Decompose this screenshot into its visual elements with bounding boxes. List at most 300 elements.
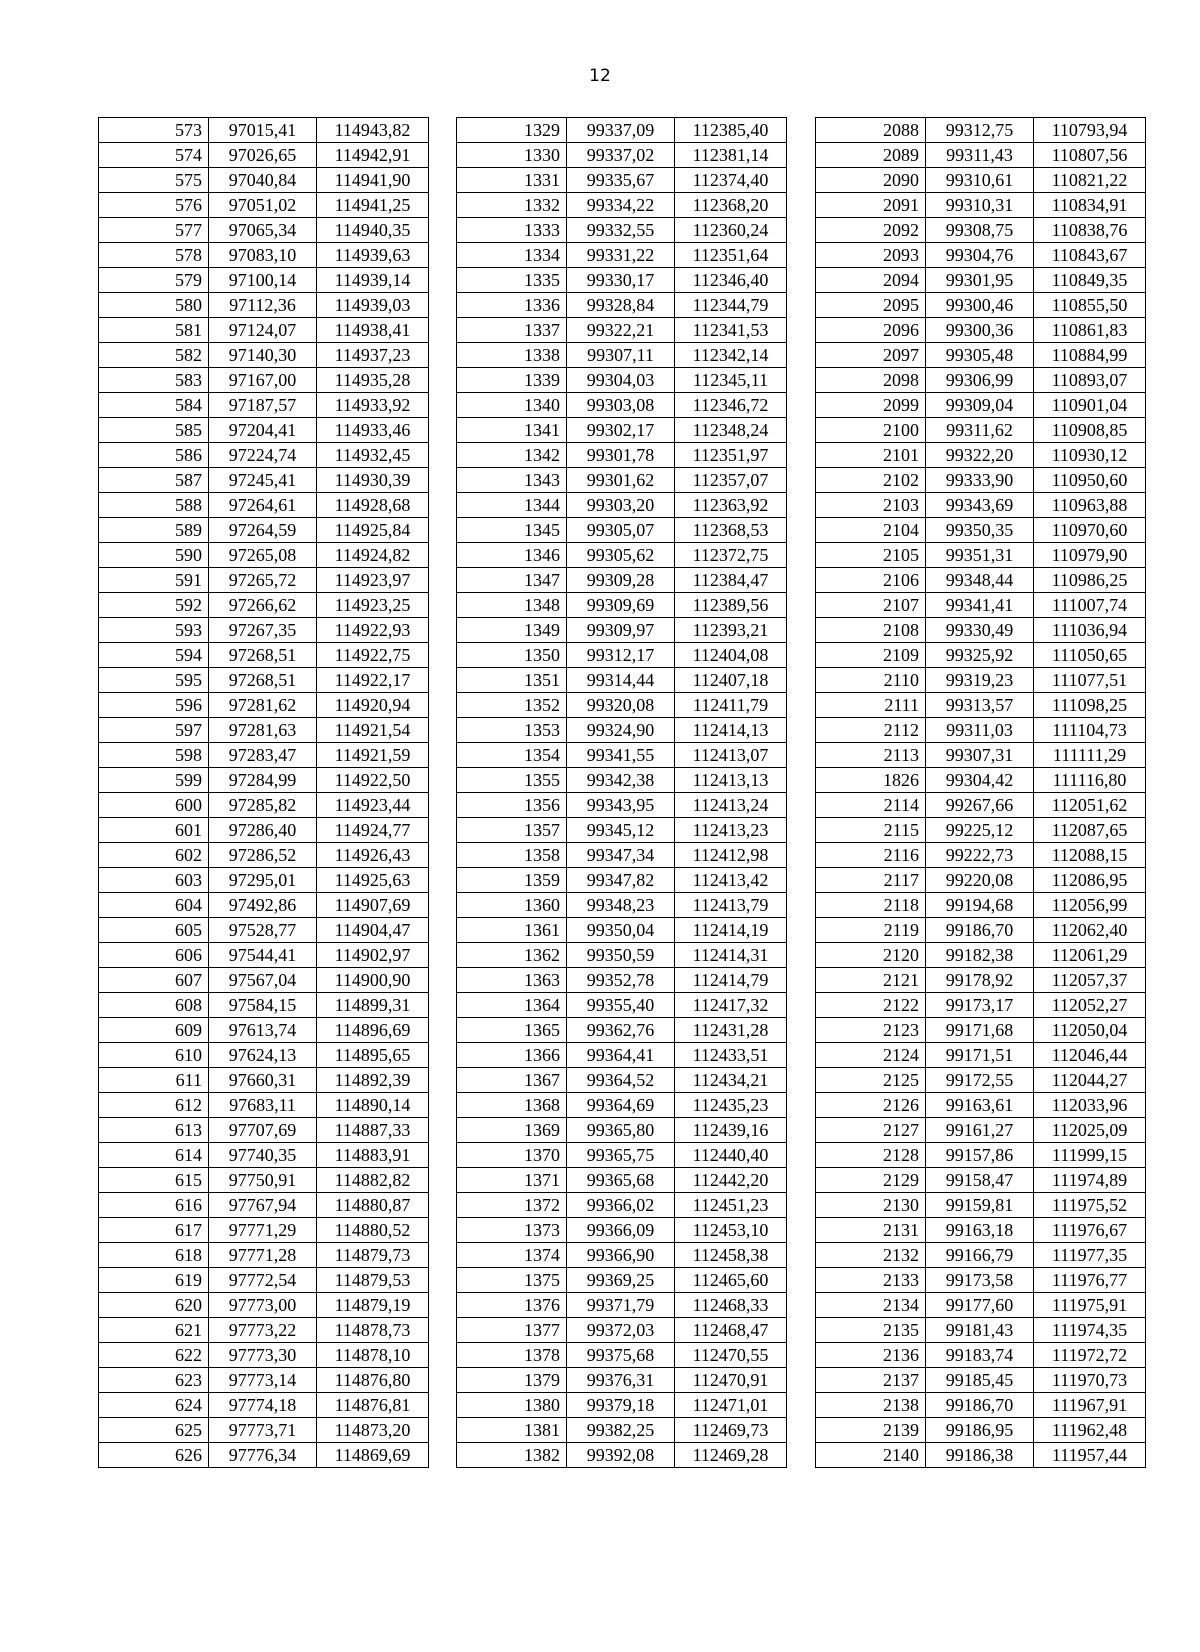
x-coordinate-cell: 99301,78 — [567, 443, 675, 468]
y-coordinate-cell: 114933,46 — [317, 418, 429, 443]
table-row — [816, 568, 1146, 593]
x-coordinate-cell: 99371,79 — [567, 1293, 675, 1318]
point-number-cell: 2133 — [816, 1268, 926, 1293]
x-coordinate-cell: 99163,61 — [926, 1093, 1034, 1118]
x-coordinate-cell: 97264,61 — [209, 493, 317, 518]
point-number-cell: 1363 — [457, 968, 567, 993]
x-coordinate-cell: 97083,10 — [209, 243, 317, 268]
point-number-cell: 1379 — [457, 1368, 567, 1393]
y-coordinate-cell: 110908,85 — [1034, 418, 1146, 443]
x-coordinate-cell: 99185,45 — [926, 1368, 1034, 1393]
y-coordinate-cell: 112357,07 — [675, 468, 787, 493]
y-coordinate-cell: 110855,50 — [1034, 293, 1146, 318]
table-row — [99, 1218, 429, 1243]
x-coordinate-cell: 99157,86 — [926, 1143, 1034, 1168]
x-coordinate-cell: 99311,62 — [926, 418, 1034, 443]
table-row — [99, 968, 429, 993]
point-number-cell: 1366 — [457, 1043, 567, 1068]
point-number-cell: 576 — [99, 193, 209, 218]
table-row — [457, 843, 787, 868]
x-coordinate-cell: 99303,08 — [567, 393, 675, 418]
x-coordinate-cell: 99320,08 — [567, 693, 675, 718]
point-number-cell: 1331 — [457, 168, 567, 193]
x-coordinate-cell: 97544,41 — [209, 943, 317, 968]
point-number-cell: 1382 — [457, 1443, 567, 1468]
point-number-cell: 590 — [99, 543, 209, 568]
x-coordinate-cell: 99348,23 — [567, 893, 675, 918]
table-row — [99, 793, 429, 818]
point-number-cell: 2110 — [816, 668, 926, 693]
x-coordinate-cell: 99379,18 — [567, 1393, 675, 1418]
point-number-cell: 587 — [99, 468, 209, 493]
point-number-cell: 594 — [99, 643, 209, 668]
point-number-cell: 2124 — [816, 1043, 926, 1068]
table-row — [99, 1043, 429, 1068]
y-coordinate-cell: 114930,39 — [317, 468, 429, 493]
point-number-cell: 606 — [99, 943, 209, 968]
y-coordinate-cell: 111976,77 — [1034, 1268, 1146, 1293]
y-coordinate-cell: 112431,28 — [675, 1018, 787, 1043]
x-coordinate-cell: 99194,68 — [926, 893, 1034, 918]
x-coordinate-cell: 99335,67 — [567, 168, 675, 193]
x-coordinate-cell: 97281,62 — [209, 693, 317, 718]
y-coordinate-cell: 112348,24 — [675, 418, 787, 443]
x-coordinate-cell: 99177,60 — [926, 1293, 1034, 1318]
x-coordinate-cell: 97264,59 — [209, 518, 317, 543]
y-coordinate-cell: 114904,47 — [317, 918, 429, 943]
point-number-cell: 1350 — [457, 643, 567, 668]
table-row — [816, 1118, 1146, 1143]
x-coordinate-cell: 99331,22 — [567, 243, 675, 268]
table-row — [99, 893, 429, 918]
y-coordinate-cell: 112046,44 — [1034, 1043, 1146, 1068]
x-coordinate-cell: 99376,31 — [567, 1368, 675, 1393]
y-coordinate-cell: 114923,97 — [317, 568, 429, 593]
table-row — [99, 1018, 429, 1043]
x-coordinate-cell: 99325,92 — [926, 643, 1034, 668]
table-row — [816, 968, 1146, 993]
y-coordinate-cell: 110901,04 — [1034, 393, 1146, 418]
x-coordinate-cell: 99337,02 — [567, 143, 675, 168]
x-coordinate-cell: 97015,41 — [209, 118, 317, 143]
y-coordinate-cell: 112453,10 — [675, 1218, 787, 1243]
point-number-cell: 2127 — [816, 1118, 926, 1143]
point-number-cell: 2096 — [816, 318, 926, 343]
x-coordinate-cell: 99364,52 — [567, 1068, 675, 1093]
x-coordinate-cell: 99364,69 — [567, 1093, 675, 1118]
point-number-cell: 1381 — [457, 1418, 567, 1443]
point-number-cell: 2120 — [816, 943, 926, 968]
table-row — [457, 1418, 787, 1443]
table-row — [457, 643, 787, 668]
y-coordinate-cell: 111976,67 — [1034, 1218, 1146, 1243]
point-number-cell: 2131 — [816, 1218, 926, 1243]
table-row — [457, 243, 787, 268]
point-number-cell: 589 — [99, 518, 209, 543]
y-coordinate-cell: 114900,90 — [317, 968, 429, 993]
x-coordinate-cell: 99341,55 — [567, 743, 675, 768]
y-coordinate-cell: 114922,93 — [317, 618, 429, 643]
y-coordinate-cell: 114923,25 — [317, 593, 429, 618]
point-number-cell: 578 — [99, 243, 209, 268]
point-number-cell: 1358 — [457, 843, 567, 868]
point-number-cell: 1369 — [457, 1118, 567, 1143]
table-row — [99, 368, 429, 393]
x-coordinate-cell: 97026,65 — [209, 143, 317, 168]
y-coordinate-cell: 111007,74 — [1034, 593, 1146, 618]
x-coordinate-cell: 97773,30 — [209, 1343, 317, 1368]
table-row — [99, 768, 429, 793]
table-row — [457, 968, 787, 993]
y-coordinate-cell: 114895,65 — [317, 1043, 429, 1068]
y-coordinate-cell: 112468,33 — [675, 1293, 787, 1318]
x-coordinate-cell: 97285,82 — [209, 793, 317, 818]
x-coordinate-cell: 99302,17 — [567, 418, 675, 443]
x-coordinate-cell: 99225,12 — [926, 818, 1034, 843]
y-coordinate-cell: 114920,94 — [317, 693, 429, 718]
point-number-cell: 609 — [99, 1018, 209, 1043]
y-coordinate-cell: 110963,88 — [1034, 493, 1146, 518]
x-coordinate-cell: 99303,20 — [567, 493, 675, 518]
table-row — [99, 1168, 429, 1193]
table-row — [99, 1268, 429, 1293]
point-number-cell: 1338 — [457, 343, 567, 368]
table-row — [99, 1343, 429, 1368]
point-number-cell: 2092 — [816, 218, 926, 243]
y-coordinate-cell: 112413,42 — [675, 868, 787, 893]
x-coordinate-cell: 97776,34 — [209, 1443, 317, 1468]
y-coordinate-cell: 112372,75 — [675, 543, 787, 568]
point-number-cell: 603 — [99, 868, 209, 893]
table-row — [816, 843, 1146, 868]
x-coordinate-cell: 97286,52 — [209, 843, 317, 868]
table-row — [99, 393, 429, 418]
table-row — [816, 693, 1146, 718]
y-coordinate-cell: 114941,90 — [317, 168, 429, 193]
table-row — [457, 318, 787, 343]
table-row — [457, 493, 787, 518]
point-number-cell: 1348 — [457, 593, 567, 618]
y-coordinate-cell: 110930,12 — [1034, 443, 1146, 468]
y-coordinate-cell: 111957,44 — [1034, 1443, 1146, 1468]
x-coordinate-cell: 99345,12 — [567, 818, 675, 843]
point-number-cell: 2099 — [816, 393, 926, 418]
table-row — [457, 1268, 787, 1293]
y-coordinate-cell: 112434,21 — [675, 1068, 787, 1093]
point-number-cell: 601 — [99, 818, 209, 843]
table-row — [99, 718, 429, 743]
point-number-cell: 597 — [99, 718, 209, 743]
y-coordinate-cell: 112417,32 — [675, 993, 787, 1018]
y-coordinate-cell: 110838,76 — [1034, 218, 1146, 243]
point-number-cell: 1330 — [457, 143, 567, 168]
y-coordinate-cell: 112451,23 — [675, 1193, 787, 1218]
page-number: 12 — [589, 66, 611, 86]
table-row — [99, 343, 429, 368]
table-row — [816, 1093, 1146, 1118]
x-coordinate-cell: 99186,38 — [926, 1443, 1034, 1468]
x-coordinate-cell: 99348,44 — [926, 568, 1034, 593]
y-coordinate-cell: 112469,28 — [675, 1443, 787, 1468]
table-row — [816, 668, 1146, 693]
y-coordinate-cell: 112404,08 — [675, 643, 787, 668]
point-number-cell: 611 — [99, 1068, 209, 1093]
y-coordinate-cell: 114896,69 — [317, 1018, 429, 1043]
point-number-cell: 2104 — [816, 518, 926, 543]
table-row — [457, 1118, 787, 1143]
table-row — [816, 1268, 1146, 1293]
y-coordinate-cell: 114869,69 — [317, 1443, 429, 1468]
x-coordinate-cell: 99183,74 — [926, 1343, 1034, 1368]
y-coordinate-cell: 112086,95 — [1034, 868, 1146, 893]
y-coordinate-cell: 112411,79 — [675, 693, 787, 718]
point-number-cell: 1359 — [457, 868, 567, 893]
table-row — [99, 1293, 429, 1318]
x-coordinate-cell: 99186,95 — [926, 1418, 1034, 1443]
table-row — [99, 693, 429, 718]
point-number-cell: 2106 — [816, 568, 926, 593]
y-coordinate-cell: 112062,40 — [1034, 918, 1146, 943]
table-row — [457, 1143, 787, 1168]
table-row — [457, 1243, 787, 1268]
point-number-cell: 1352 — [457, 693, 567, 718]
table-row — [457, 718, 787, 743]
y-coordinate-cell: 112351,64 — [675, 243, 787, 268]
table-row — [816, 393, 1146, 418]
y-coordinate-cell: 112413,13 — [675, 768, 787, 793]
table-row — [99, 143, 429, 168]
y-coordinate-cell: 112384,47 — [675, 568, 787, 593]
point-number-cell: 2114 — [816, 793, 926, 818]
point-number-cell: 2097 — [816, 343, 926, 368]
point-number-cell: 1360 — [457, 893, 567, 918]
y-coordinate-cell: 112344,79 — [675, 293, 787, 318]
table-row — [99, 868, 429, 893]
x-coordinate-cell: 99319,23 — [926, 668, 1034, 693]
table-row — [457, 768, 787, 793]
point-number-cell: 596 — [99, 693, 209, 718]
x-coordinate-cell: 99365,75 — [567, 1143, 675, 1168]
table-row — [99, 1243, 429, 1268]
point-number-cell: 612 — [99, 1093, 209, 1118]
point-number-cell: 608 — [99, 993, 209, 1018]
y-coordinate-cell: 111111,29 — [1034, 743, 1146, 768]
table-row — [99, 318, 429, 343]
table-row — [99, 268, 429, 293]
table-row — [99, 1443, 429, 1468]
y-coordinate-cell: 112056,99 — [1034, 893, 1146, 918]
y-coordinate-cell: 111975,91 — [1034, 1293, 1146, 1318]
x-coordinate-cell: 97051,02 — [209, 193, 317, 218]
point-number-cell: 2119 — [816, 918, 926, 943]
x-coordinate-cell: 99178,92 — [926, 968, 1034, 993]
point-number-cell: 577 — [99, 218, 209, 243]
point-number-cell: 2138 — [816, 1393, 926, 1418]
table-row — [457, 868, 787, 893]
table-row — [457, 743, 787, 768]
x-coordinate-cell: 97613,74 — [209, 1018, 317, 1043]
point-number-cell: 2100 — [816, 418, 926, 443]
point-number-cell: 2093 — [816, 243, 926, 268]
y-coordinate-cell: 114880,87 — [317, 1193, 429, 1218]
table-row — [457, 693, 787, 718]
point-number-cell: 592 — [99, 593, 209, 618]
table-row — [457, 893, 787, 918]
y-coordinate-cell: 111967,91 — [1034, 1393, 1146, 1418]
x-coordinate-cell: 99220,08 — [926, 868, 1034, 893]
table-row — [457, 218, 787, 243]
y-coordinate-cell: 114923,44 — [317, 793, 429, 818]
y-coordinate-cell: 111975,52 — [1034, 1193, 1146, 1218]
y-coordinate-cell: 111104,73 — [1034, 718, 1146, 743]
y-coordinate-cell: 110884,99 — [1034, 343, 1146, 368]
table-row — [99, 243, 429, 268]
table-row — [99, 418, 429, 443]
point-number-cell: 1373 — [457, 1218, 567, 1243]
x-coordinate-cell: 99301,62 — [567, 468, 675, 493]
point-number-cell: 2123 — [816, 1018, 926, 1043]
x-coordinate-cell: 99372,03 — [567, 1318, 675, 1343]
table-row — [816, 1143, 1146, 1168]
x-coordinate-cell: 97268,51 — [209, 668, 317, 693]
y-coordinate-cell: 111116,80 — [1034, 768, 1146, 793]
x-coordinate-cell: 99158,47 — [926, 1168, 1034, 1193]
point-number-cell: 2089 — [816, 143, 926, 168]
point-number-cell: 593 — [99, 618, 209, 643]
point-number-cell: 600 — [99, 793, 209, 818]
table-row — [457, 1018, 787, 1043]
y-coordinate-cell: 111974,89 — [1034, 1168, 1146, 1193]
x-coordinate-cell: 97283,47 — [209, 743, 317, 768]
table-row — [816, 293, 1146, 318]
point-number-cell: 599 — [99, 768, 209, 793]
table-row — [99, 493, 429, 518]
y-coordinate-cell: 112439,16 — [675, 1118, 787, 1143]
x-coordinate-cell: 99173,58 — [926, 1268, 1034, 1293]
x-coordinate-cell: 99186,70 — [926, 1393, 1034, 1418]
point-number-cell: 2090 — [816, 168, 926, 193]
point-number-cell: 615 — [99, 1168, 209, 1193]
point-number-cell: 2094 — [816, 268, 926, 293]
table-row — [99, 193, 429, 218]
point-number-cell: 1342 — [457, 443, 567, 468]
point-number-cell: 1357 — [457, 818, 567, 843]
y-coordinate-cell: 114935,28 — [317, 368, 429, 393]
y-coordinate-cell: 112413,07 — [675, 743, 787, 768]
x-coordinate-cell: 99309,28 — [567, 568, 675, 593]
x-coordinate-cell: 99375,68 — [567, 1343, 675, 1368]
point-number-cell: 2108 — [816, 618, 926, 643]
point-number-cell: 584 — [99, 393, 209, 418]
point-number-cell: 620 — [99, 1293, 209, 1318]
y-coordinate-cell: 112412,98 — [675, 843, 787, 868]
x-coordinate-cell: 99324,90 — [567, 718, 675, 743]
x-coordinate-cell: 99330,17 — [567, 268, 675, 293]
x-coordinate-cell: 99304,76 — [926, 243, 1034, 268]
table-row — [457, 1168, 787, 1193]
point-number-cell: 1362 — [457, 943, 567, 968]
point-number-cell: 2103 — [816, 493, 926, 518]
x-coordinate-cell: 99322,20 — [926, 443, 1034, 468]
point-number-cell: 607 — [99, 968, 209, 993]
point-number-cell: 1356 — [457, 793, 567, 818]
y-coordinate-cell: 114925,84 — [317, 518, 429, 543]
table-row — [816, 368, 1146, 393]
x-coordinate-cell: 99186,70 — [926, 918, 1034, 943]
table-row — [99, 843, 429, 868]
table-row — [816, 818, 1146, 843]
y-coordinate-cell: 110950,60 — [1034, 468, 1146, 493]
y-coordinate-cell: 112363,92 — [675, 493, 787, 518]
y-coordinate-cell: 114939,03 — [317, 293, 429, 318]
table-row — [99, 668, 429, 693]
table-row — [457, 393, 787, 418]
y-coordinate-cell: 114879,73 — [317, 1243, 429, 1268]
point-number-cell: 1349 — [457, 618, 567, 643]
point-number-cell: 1375 — [457, 1268, 567, 1293]
table-row — [457, 668, 787, 693]
table-row — [816, 743, 1146, 768]
table-row — [99, 218, 429, 243]
y-coordinate-cell: 114939,63 — [317, 243, 429, 268]
x-coordinate-cell: 97266,62 — [209, 593, 317, 618]
x-coordinate-cell: 99309,97 — [567, 618, 675, 643]
y-coordinate-cell: 114928,68 — [317, 493, 429, 518]
point-number-cell: 2139 — [816, 1418, 926, 1443]
table-row — [816, 1068, 1146, 1093]
point-number-cell: 2091 — [816, 193, 926, 218]
point-number-cell: 2128 — [816, 1143, 926, 1168]
table-row — [816, 1243, 1146, 1268]
y-coordinate-cell: 114890,14 — [317, 1093, 429, 1118]
table-row — [99, 468, 429, 493]
point-number-cell: 2134 — [816, 1293, 926, 1318]
x-coordinate-cell: 97281,63 — [209, 718, 317, 743]
y-coordinate-cell: 114926,43 — [317, 843, 429, 868]
x-coordinate-cell: 97065,34 — [209, 218, 317, 243]
y-coordinate-cell: 114876,80 — [317, 1368, 429, 1393]
table-row — [99, 443, 429, 468]
table-row — [457, 143, 787, 168]
table-row — [457, 618, 787, 643]
point-number-cell: 1377 — [457, 1318, 567, 1343]
point-number-cell: 582 — [99, 343, 209, 368]
x-coordinate-cell: 99328,84 — [567, 293, 675, 318]
x-coordinate-cell: 99304,03 — [567, 368, 675, 393]
table-row — [457, 593, 787, 618]
x-coordinate-cell: 99311,43 — [926, 143, 1034, 168]
table-row — [816, 318, 1146, 343]
y-coordinate-cell: 114943,82 — [317, 118, 429, 143]
y-coordinate-cell: 114878,10 — [317, 1343, 429, 1368]
table-row — [99, 918, 429, 943]
y-coordinate-cell: 112368,53 — [675, 518, 787, 543]
table-row — [99, 618, 429, 643]
y-coordinate-cell: 110834,91 — [1034, 193, 1146, 218]
table-row — [99, 1068, 429, 1093]
point-number-cell: 1336 — [457, 293, 567, 318]
y-coordinate-cell: 111974,35 — [1034, 1318, 1146, 1343]
point-number-cell: 1333 — [457, 218, 567, 243]
point-number-cell: 581 — [99, 318, 209, 343]
x-coordinate-cell: 99355,40 — [567, 993, 675, 1018]
point-number-cell: 1329 — [457, 118, 567, 143]
y-coordinate-cell: 112389,56 — [675, 593, 787, 618]
point-number-cell: 613 — [99, 1118, 209, 1143]
x-coordinate-cell: 99343,95 — [567, 793, 675, 818]
point-number-cell: 595 — [99, 668, 209, 693]
table-row — [457, 793, 787, 818]
